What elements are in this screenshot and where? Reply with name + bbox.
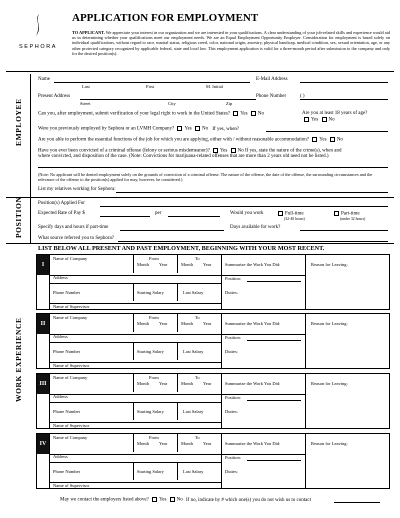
to-label: To: [195, 435, 200, 440]
address-label: Address: [53, 454, 68, 459]
starting-salary-label: Starting Salary: [137, 469, 164, 474]
employer-number: III: [37, 374, 49, 394]
contact-exclusion-field[interactable]: [334, 502, 380, 503]
company-name-label: Name of Company: [53, 315, 88, 320]
phone-paren: ( ): [300, 94, 305, 99]
per-field[interactable]: [168, 216, 220, 217]
summarize-label: Summarize the Work You Did:: [225, 381, 281, 386]
to-label: To: [195, 315, 200, 320]
intro-lead: TO APPLICANT.: [72, 30, 105, 35]
reason-label: Reason for Leaving:: [311, 381, 348, 386]
last-salary-label: Last Salary: [183, 349, 204, 354]
work-heading: LIST BELOW ALL PRESENT AND PAST EMPLOYMENT, BEGINNING WITH YOUR MOST RECENT.: [38, 245, 325, 252]
verify-question: Can you, after employment, submit verification of your legal right to work in the United States? Yes No: [38, 111, 264, 117]
full-time-option: Full-time: [276, 211, 304, 218]
company-name-label: Name of Company: [53, 256, 88, 261]
from-month-label: Month: [137, 441, 150, 446]
zip-caption: Zip: [226, 101, 233, 106]
employer-number: II: [37, 314, 49, 334]
full-time-checkbox[interactable]: [278, 211, 283, 216]
referral-field[interactable]: [118, 241, 388, 242]
duties-label: Duties:: [225, 469, 238, 474]
verify-yes-checkbox[interactable]: [233, 111, 238, 116]
would-work-label: Would you work: [230, 211, 264, 216]
part-time-checkbox[interactable]: [334, 211, 339, 216]
relatives-field[interactable]: [116, 192, 388, 193]
position-field[interactable]: [247, 460, 301, 461]
summarize-label: Summarize the Work You Did:: [225, 321, 281, 326]
to-label: To: [195, 375, 200, 380]
section-label-position: POSITION: [14, 196, 23, 238]
age-options: Yes No: [302, 117, 335, 124]
brand-wordmark: SEPHORA: [18, 44, 58, 50]
from-label: From: [149, 315, 159, 320]
section-label-employee: EMPLOYEE: [14, 98, 23, 146]
street-caption: Street: [80, 101, 91, 106]
employer-block: [36, 313, 390, 369]
reason-label: Reason for Leaving:: [311, 441, 348, 446]
sephora-logo: [12, 12, 64, 48]
part-time-note: (under 32 hours): [340, 217, 366, 221]
convicted-question-2: where convicted, and disposition of the case. (Note: Convictions for marijuana-related offenses that are more than 2 years old need not be listed.): [38, 154, 329, 159]
employer-block: [36, 373, 390, 429]
from-label: From: [149, 435, 159, 440]
from-label: From: [149, 256, 159, 261]
contact-no-checkbox[interactable]: [170, 497, 175, 502]
convicted-details-line-1[interactable]: [38, 167, 388, 168]
essential-yes-checkbox[interactable]: [312, 137, 317, 142]
address-label: Address: [53, 394, 68, 399]
last-caption: Last: [82, 84, 90, 89]
last-salary-label: Last Salary: [183, 290, 204, 295]
from-label: From: [149, 375, 159, 380]
referral-label: What source referred you to Sephora?: [38, 236, 114, 241]
convicted-yes-checkbox[interactable]: [213, 148, 218, 153]
address-field[interactable]: [80, 99, 256, 100]
starting-salary-label: Starting Salary: [137, 409, 164, 414]
prev-no-checkbox[interactable]: [195, 126, 200, 131]
convicted-no-checkbox[interactable]: [231, 148, 236, 153]
full-time-note: (32-40 hours): [284, 217, 305, 221]
position-label: Position:: [225, 335, 242, 340]
position-label: Position:: [225, 455, 242, 460]
employer-block: [36, 254, 390, 310]
part-time-option: Part-time: [332, 211, 360, 218]
section-label-work: WORK EXPERIENCE: [14, 317, 23, 402]
starting-salary-label: Starting Salary: [137, 349, 164, 354]
convicted-question: Have you ever been convicted of a criminal offense (felony or serious misdemeanor)? Yes No If yes, state the nature of the crime(s), when and: [38, 148, 342, 154]
from-year-label: Year: [159, 381, 168, 386]
days-hours-label: Specify days and hours if part-time: [38, 225, 109, 230]
prev-yes-checkbox[interactable]: [177, 126, 182, 131]
from-year-label: Year: [159, 262, 168, 267]
days-available-label: Days available for work?: [230, 225, 281, 230]
age-no-checkbox[interactable]: [322, 117, 327, 122]
essential-no-checkbox[interactable]: [330, 137, 335, 142]
to-month-label: Month: [181, 321, 194, 326]
rate-label: Expected Rate of Pay $: [38, 211, 85, 216]
address-label: Address: [53, 334, 68, 339]
summarize-label: Summarize the Work You Did:: [225, 441, 281, 446]
prev-when-field[interactable]: [266, 131, 388, 132]
employer-block: [36, 433, 390, 489]
phone-field[interactable]: [300, 99, 388, 100]
supervisor-label: Name of Supervisor: [53, 363, 90, 368]
supervisor-label: Name of Supervisor: [53, 423, 90, 428]
reason-label: Reason for Leaving:: [311, 321, 348, 326]
from-year-label: Year: [159, 441, 168, 446]
to-year-label: Year: [203, 321, 212, 326]
to-label: To: [195, 256, 200, 261]
to-month-label: Month: [181, 441, 194, 446]
rate-field[interactable]: [100, 216, 150, 217]
to-month-label: Month: [181, 381, 194, 386]
verify-no-checkbox[interactable]: [251, 111, 256, 116]
phone-label: Phone Number: [256, 94, 287, 99]
prev-employed-question: Were you previously employed by Sephora or an LVMH Company? Yes No If yes, when?: [38, 126, 240, 132]
duties-label: Duties:: [225, 409, 238, 414]
email-label: E-Mail Address: [256, 77, 288, 82]
name-field[interactable]: [54, 82, 250, 83]
position-field[interactable]: [247, 400, 301, 401]
position-field[interactable]: [247, 340, 301, 341]
contact-question: May we contact the employers listed above? Yes No If no, indicate by # which one(s) you do not wish us to contact: [60, 497, 311, 503]
page-title: APPLICATION FOR EMPLOYMENT: [72, 12, 259, 24]
from-month-label: Month: [137, 381, 150, 386]
first-caption: First: [146, 84, 155, 89]
days-hours-field[interactable]: [120, 230, 224, 231]
company-name-label: Name of Company: [53, 435, 88, 440]
to-year-label: Year: [203, 441, 212, 446]
contact-yes-checkbox[interactable]: [152, 497, 157, 502]
to-year-label: Year: [203, 262, 212, 267]
address-label: Address: [53, 275, 68, 280]
duties-label: Duties:: [225, 290, 238, 295]
employer-number: I: [37, 255, 49, 275]
per-label: per: [155, 211, 162, 216]
position-label: Position:: [225, 395, 242, 400]
present-address-label: Present Address: [38, 94, 71, 99]
position-applied-label: Position(s) Applied For: [38, 201, 85, 206]
essential-question: Are you able to perform the essential functions of the job for which you are applying, either with / without reasonable accommodation? Yes No: [38, 137, 343, 143]
email-field[interactable]: [300, 82, 388, 83]
sephora-flame-icon: [12, 12, 64, 38]
intro-paragraph: [72, 30, 390, 56]
position-label: Position:: [225, 276, 242, 281]
from-month-label: Month: [137, 262, 150, 267]
name-label: Name: [38, 77, 50, 82]
phone-number-label: Phone Number: [53, 349, 81, 354]
summarize-label: Summarize the Work You Did:: [225, 262, 281, 267]
employer-number: IV: [37, 434, 49, 454]
relatives-label: List my relatives working for Sephora:: [38, 187, 116, 192]
position-applied-field[interactable]: [100, 206, 388, 207]
phone-number-label: Phone Number: [53, 409, 81, 414]
city-caption: City: [168, 101, 176, 106]
phone-number-label: Phone Number: [53, 290, 81, 295]
phone-number-label: Phone Number: [53, 469, 81, 474]
conviction-note: (Note: No applicant will be denied employment solely on the grounds of conviction of a criminal offense. The nature of the offense, the date of the offense, the surrounding circumstances and the relevance of the offense to the position(s) applied for may, however, be considered.): [38, 172, 373, 183]
age-question: Are you at least 18 years of age?: [302, 111, 368, 116]
age-yes-checkbox[interactable]: [304, 117, 309, 122]
intro-body: We appreciate your interest in our organization and we are interested in your qualifications. A clear understanding of your job-related skills and experience would aid us in determining whether your qualifications meet our employment needs. We are an Equal Employment Opportunity Employer. Consideration for employment is based solely on individual qualifications, without regard to race, marital status, religious creed, color, national origin, ancestry, physical handicap, medical condition, sex, sexual orientation, age, or any other protected category recognized by applicable federal, state and local law. This employment application is valid for a three-month period after submission to the company and only for the desired position(s).: [72, 30, 390, 56]
company-name-label: Name of Company: [53, 375, 88, 380]
from-month-label: Month: [137, 321, 150, 326]
supervisor-label: Name of Supervisor: [53, 304, 90, 309]
to-month-label: Month: [181, 262, 194, 267]
reason-label: Reason for Leaving:: [311, 262, 348, 267]
days-available-field[interactable]: [300, 230, 388, 231]
supervisor-label: Name of Supervisor: [53, 483, 90, 488]
last-salary-label: Last Salary: [183, 409, 204, 414]
mi-caption: M. Initial: [206, 84, 223, 89]
duties-label: Duties:: [225, 349, 238, 354]
position-field[interactable]: [247, 281, 301, 282]
starting-salary-label: Starting Salary: [137, 290, 164, 295]
from-year-label: Year: [159, 321, 168, 326]
to-year-label: Year: [203, 381, 212, 386]
last-salary-label: Last Salary: [183, 469, 204, 474]
